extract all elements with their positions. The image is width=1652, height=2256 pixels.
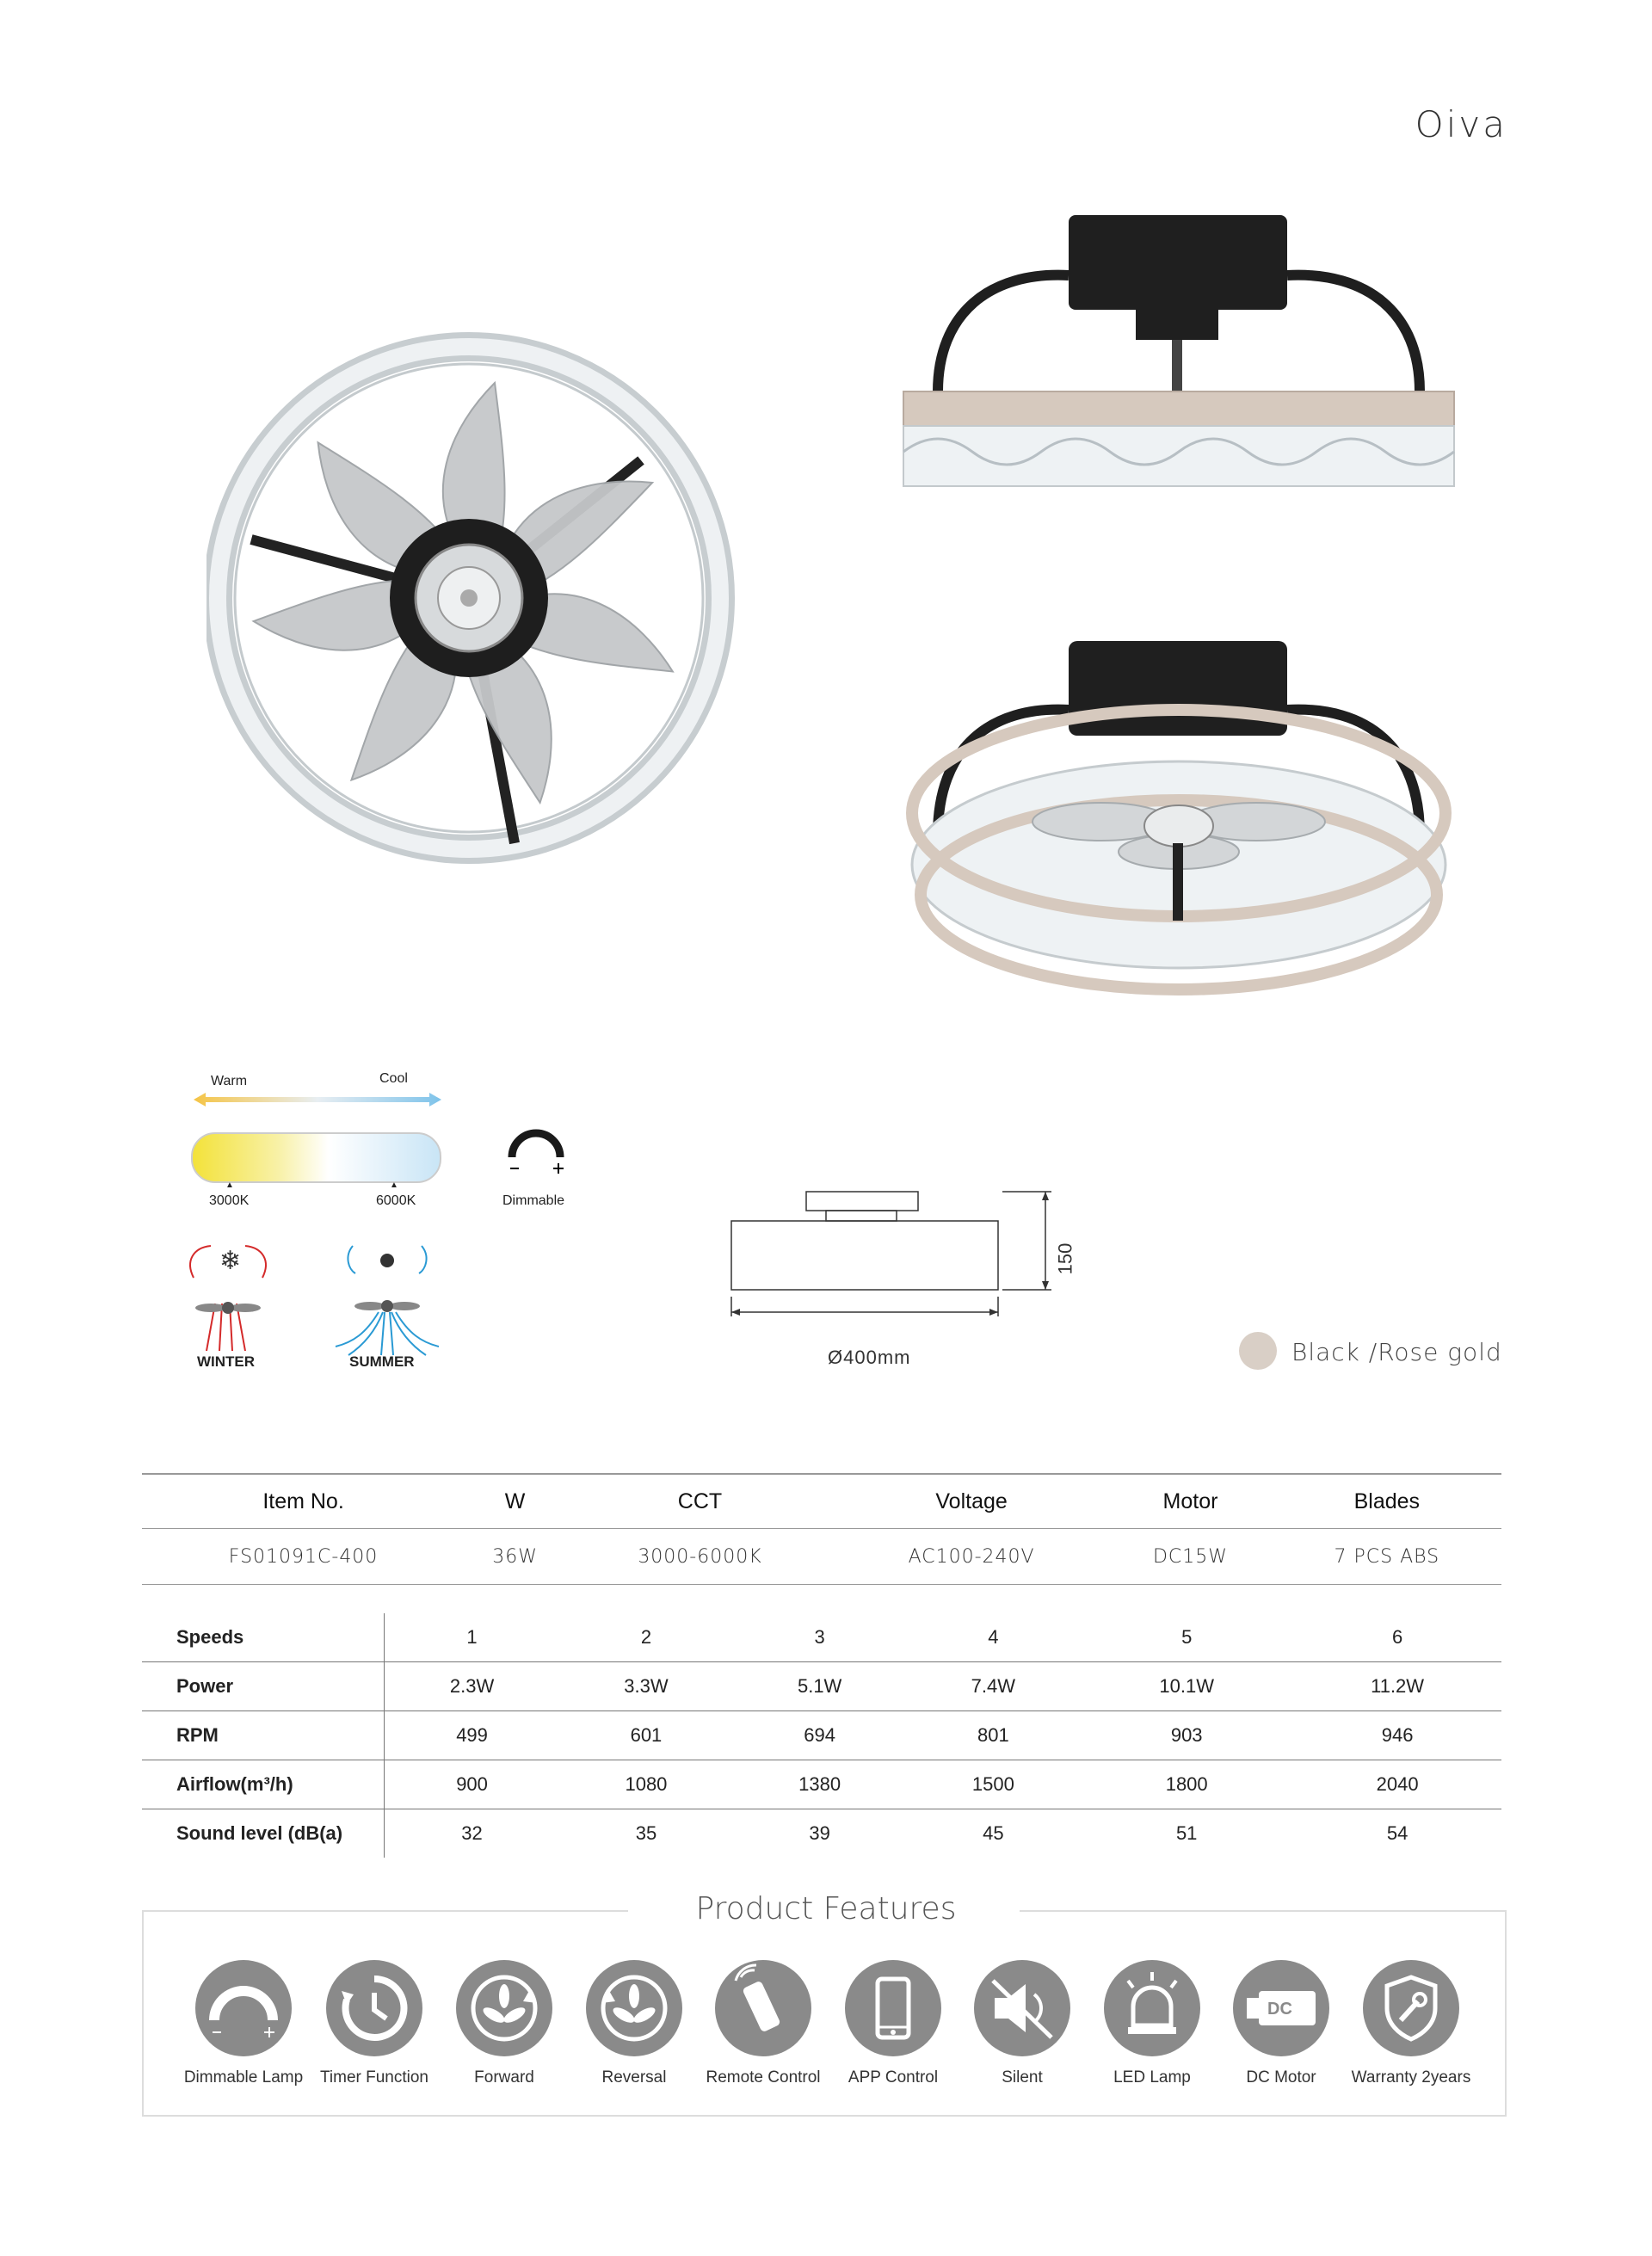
product-title: Oiva xyxy=(1415,103,1507,145)
warm-label: Warm xyxy=(211,1074,248,1088)
table-cell: 499 xyxy=(385,1711,560,1760)
table-cell: 51 xyxy=(1080,1809,1293,1858)
table-cell: 2 xyxy=(640,1626,652,1648)
table-cell: 801 xyxy=(907,1711,1081,1760)
feature-label: Reversal xyxy=(601,2068,667,2086)
table-cell: 5 xyxy=(1181,1626,1193,1648)
feature-forward xyxy=(440,1960,569,2087)
spec-header: Motor xyxy=(1108,1474,1272,1529)
row-label: Power xyxy=(142,1662,385,1711)
feature-warranty xyxy=(1347,1960,1476,2087)
table-cell: 1800 xyxy=(1080,1760,1293,1809)
feature-silent xyxy=(958,1960,1087,2087)
table-cell: 4 xyxy=(988,1626,999,1648)
spec-data-row xyxy=(142,1529,1501,1585)
table-row xyxy=(142,1711,1501,1760)
spec-header-row xyxy=(142,1474,1501,1529)
spec-cell: 7 PCS ABS xyxy=(1273,1529,1501,1585)
feature-label: Timer Function xyxy=(320,2068,428,2086)
fan-bottom-view-image xyxy=(206,314,740,882)
reversal-icon xyxy=(586,1960,682,2056)
color-temperature-bar xyxy=(191,1132,441,1183)
table-row xyxy=(142,1760,1501,1809)
spec-cell: AC100-240V xyxy=(835,1529,1108,1585)
high-k-label: 6000K xyxy=(376,1193,416,1208)
table-cell: 2.3W xyxy=(385,1662,560,1711)
dc-badge: DC xyxy=(1267,2000,1292,2019)
feature-label: Silent xyxy=(1002,2068,1043,2086)
feature-label: DC Motor xyxy=(1246,2068,1316,2086)
feature-reversal xyxy=(570,1960,699,2087)
spec-table xyxy=(142,1473,1501,1585)
fan-side-view-image xyxy=(886,211,1471,503)
spec-cell: 36W xyxy=(465,1529,565,1585)
warranty-icon xyxy=(1363,1960,1459,2056)
height-dimension-label: 150 xyxy=(1054,1242,1076,1275)
low-k-marker: ▲ xyxy=(225,1180,234,1190)
winter-airflow-icon xyxy=(176,1239,280,1359)
feature-led-lamp xyxy=(1088,1960,1217,2087)
diameter-dimension-label: Ø400mm xyxy=(828,1347,911,1368)
table-cell: 3.3W xyxy=(559,1662,733,1711)
warm-cool-arrow-icon xyxy=(194,1091,441,1108)
row-label: Airflow(m³/h) xyxy=(142,1760,385,1809)
dimmable-icon xyxy=(503,1123,572,1174)
feature-label: Dimmable Lamp xyxy=(183,2068,304,2086)
svg-text:❄: ❄ xyxy=(219,1247,242,1275)
table-cell: 1080 xyxy=(559,1760,733,1809)
summer-label: SUMMER xyxy=(349,1353,415,1370)
table-cell: 11.2W xyxy=(1293,1662,1501,1711)
row-label: RPM xyxy=(142,1711,385,1760)
spec-header: Voltage xyxy=(835,1474,1108,1529)
table-cell: 1 xyxy=(466,1626,478,1648)
table-cell: 45 xyxy=(907,1809,1081,1858)
feature-label: Warranty 2years xyxy=(1351,2068,1471,2086)
table-cell: 694 xyxy=(733,1711,907,1760)
cool-label: Cool xyxy=(379,1071,408,1086)
features-title: Product Features xyxy=(695,1891,957,1926)
table-cell: 35 xyxy=(559,1809,733,1858)
spec-header: W xyxy=(465,1474,565,1529)
winter-label: WINTER xyxy=(197,1353,256,1370)
spec-cell: DC15W xyxy=(1108,1529,1272,1585)
spec-cell: FS01091C-400 xyxy=(142,1529,465,1585)
table-cell: 54 xyxy=(1293,1809,1501,1858)
feature-dimmable-lamp xyxy=(179,1960,308,2087)
table-cell: 946 xyxy=(1293,1711,1501,1760)
table-cell: 7.4W xyxy=(907,1662,1081,1711)
spec-header: CCT xyxy=(565,1474,835,1529)
feature-label: Remote Control xyxy=(706,2068,821,2086)
led-icon xyxy=(1104,1960,1200,2056)
table-cell: 5.1W xyxy=(733,1662,907,1711)
low-k-label: 3000K xyxy=(209,1193,250,1208)
finish-label: Black /Rose gold xyxy=(1291,1338,1502,1366)
feature-timer xyxy=(310,1960,439,2087)
spec-header: Item No. xyxy=(142,1474,465,1529)
silent-icon xyxy=(974,1960,1070,2056)
dimension-drawing xyxy=(714,1187,1076,1359)
table-cell: 903 xyxy=(1080,1711,1293,1760)
dc-motor-icon xyxy=(1233,1960,1329,2056)
spec-cell: 3000-6000K xyxy=(565,1529,835,1585)
spec-header: Blades xyxy=(1273,1474,1501,1529)
table-cell: 2040 xyxy=(1293,1760,1501,1809)
table-cell: 32 xyxy=(385,1809,560,1858)
table-cell: 601 xyxy=(559,1711,733,1760)
table-cell: 1500 xyxy=(907,1760,1081,1809)
performance-table xyxy=(142,1613,1501,1858)
timer-icon xyxy=(326,1960,422,2056)
row-label: Speeds xyxy=(142,1613,385,1662)
table-row xyxy=(142,1662,1501,1711)
feature-remote xyxy=(699,1960,828,2087)
table-row xyxy=(142,1809,1501,1858)
table-cell: 900 xyxy=(385,1760,560,1809)
table-cell: 39 xyxy=(733,1809,907,1858)
remote-icon xyxy=(715,1960,811,2056)
table-cell: 6 xyxy=(1391,1626,1403,1648)
feature-app-control xyxy=(829,1960,958,2087)
feature-label: LED Lamp xyxy=(1113,2068,1191,2086)
row-label: Sound level (dB(a) xyxy=(142,1809,385,1858)
finish-color-swatch xyxy=(1239,1332,1277,1370)
feature-label: APP Control xyxy=(848,2068,939,2086)
summer-airflow-icon xyxy=(331,1239,443,1359)
dimmable-icon xyxy=(195,1960,292,2056)
fan-angled-view-image xyxy=(886,637,1471,1015)
dimmable-label: Dimmable xyxy=(502,1193,565,1208)
table-cell: 10.1W xyxy=(1080,1662,1293,1711)
table-cell: 3 xyxy=(814,1626,825,1648)
forward-icon xyxy=(456,1960,552,2056)
high-k-marker: ▲ xyxy=(390,1180,398,1190)
table-row xyxy=(142,1613,1501,1662)
feature-dc-motor xyxy=(1217,1960,1346,2087)
phone-icon xyxy=(845,1960,941,2056)
table-cell: 1380 xyxy=(733,1760,907,1809)
feature-label: Forward xyxy=(474,2068,534,2086)
